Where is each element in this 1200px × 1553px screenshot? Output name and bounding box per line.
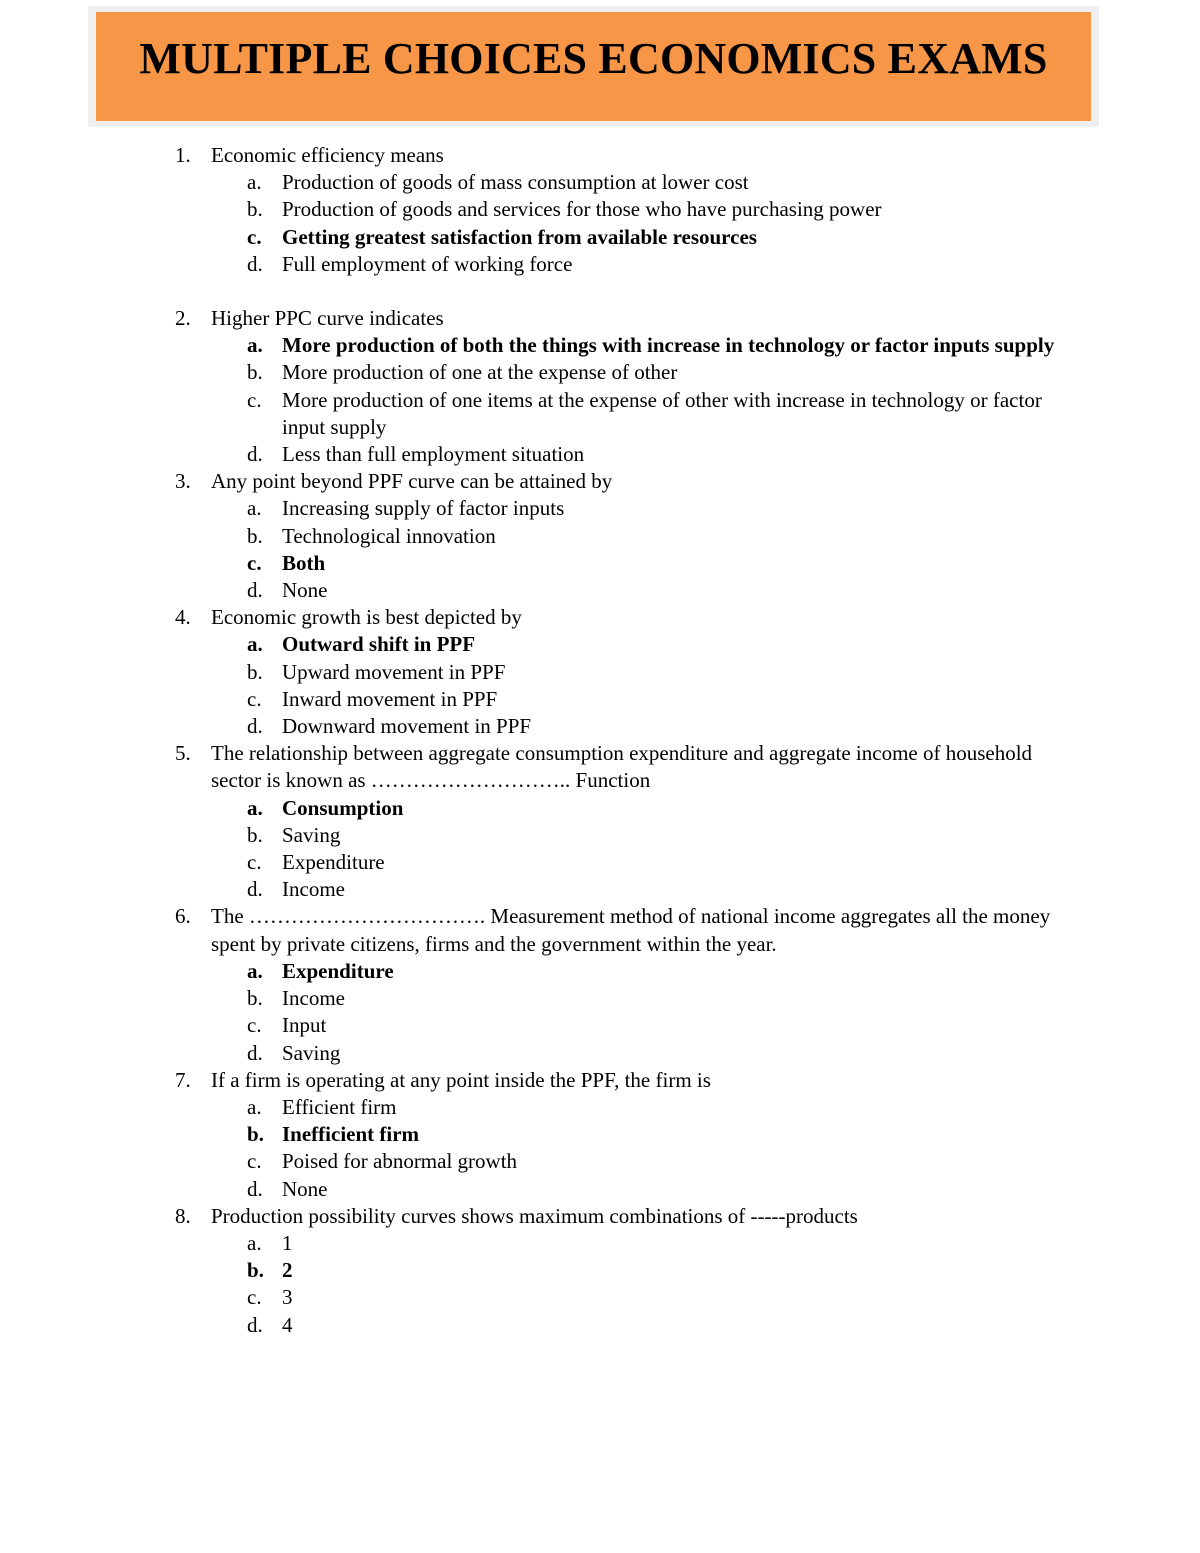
option-text: Downward movement in PPF: [282, 714, 532, 739]
option-letter: d.: [247, 1176, 263, 1201]
answer-options: [0, 495, 1200, 604]
option-letter: b.: [247, 659, 263, 684]
question-3: [0, 468, 1200, 604]
option-text: Inward movement in PPF: [282, 686, 498, 711]
option-text: Inefficient firm: [282, 1122, 420, 1147]
question-number: 6.: [175, 904, 191, 929]
question-text: The relationship between aggregate consumption expenditure and aggregate income of household sector is known as ……………………….. Function: [211, 741, 1033, 793]
option-letter: d.: [247, 877, 263, 902]
option-letter: c.: [247, 550, 262, 575]
question-text: Economic efficiency means: [211, 143, 444, 167]
option-text: Getting greatest satisfaction from available resources: [282, 224, 757, 249]
answer-option: [0, 713, 1200, 740]
title-box: [96, 12, 1091, 121]
option-text: Both: [282, 550, 326, 575]
option-text: Expenditure: [282, 850, 385, 875]
question-number: 1.: [175, 143, 191, 167]
option-text: Efficient firm: [282, 1094, 397, 1119]
answer-options: [0, 169, 1200, 278]
option-letter: d.: [247, 1312, 263, 1337]
option-letter: a.: [247, 496, 262, 521]
option-letter: b.: [247, 197, 263, 222]
page-title: MULTIPLE CHOICES ECONOMICS EXAMS: [139, 34, 1048, 83]
option-letter: a.: [247, 1094, 262, 1119]
option-text: 4: [282, 1312, 293, 1337]
option-letter: d.: [247, 1040, 263, 1065]
title-banner: [88, 6, 1099, 127]
question-text: The ……………………………. Measurement method of national income aggregates all the money spent by private citizens, firms and the government within the year.: [211, 904, 1051, 956]
answer-option: [0, 1040, 1200, 1067]
answer-option: [0, 1176, 1200, 1203]
option-text: Outward shift in PPF: [282, 632, 476, 657]
answer-option-correct: [0, 550, 1200, 577]
option-letter: b.: [247, 360, 263, 385]
option-text: More production of one items at the expense of other with increase in technology or factor input supply: [282, 387, 1042, 439]
answer-option: [0, 523, 1200, 550]
option-letter: b.: [247, 986, 263, 1011]
answer-option: [0, 1284, 1200, 1311]
answer-options: [0, 1230, 1200, 1339]
question-text: Economic growth is best depicted by: [211, 605, 522, 630]
answer-option: [0, 876, 1200, 903]
answer-option: [0, 577, 1200, 604]
option-text: 1: [282, 1230, 293, 1255]
option-text: Poised for abnormal growth: [282, 1149, 518, 1174]
option-letter: c.: [247, 1013, 262, 1038]
question-number: 4.: [175, 605, 191, 630]
question-5: [0, 740, 1200, 903]
option-text: Upward movement in PPF: [282, 659, 506, 684]
question-7: [0, 1067, 1200, 1203]
answer-option: [0, 1148, 1200, 1175]
answer-option: [0, 495, 1200, 522]
answer-option: [0, 251, 1200, 278]
answer-option: [0, 822, 1200, 849]
answer-options: [0, 958, 1200, 1067]
option-text: Income: [282, 877, 345, 902]
answer-option: [0, 387, 1200, 441]
option-text: 2: [282, 1258, 293, 1283]
option-letter: d.: [247, 251, 263, 276]
question-6: [0, 903, 1200, 1066]
option-letter: b.: [247, 1258, 264, 1283]
question-text: Higher PPC curve indicates: [211, 306, 444, 331]
option-text: Less than full employment situation: [282, 442, 585, 467]
option-text: Saving: [282, 1040, 341, 1065]
option-letter: c.: [247, 850, 262, 875]
answer-option: [0, 1312, 1200, 1339]
option-letter: d.: [247, 578, 263, 603]
question-list: [0, 142, 1200, 1339]
option-letter: a.: [247, 795, 263, 820]
option-text: None: [282, 578, 328, 603]
option-letter: c.: [247, 686, 262, 711]
option-text: Production of goods of mass consumption at lower cost: [282, 170, 749, 195]
option-text: Technological innovation: [282, 523, 496, 548]
option-letter: c.: [247, 387, 262, 412]
question-number: 5.: [175, 741, 191, 766]
answer-options: [0, 1094, 1200, 1203]
question-2: [0, 305, 1200, 468]
option-text: 3: [282, 1285, 293, 1310]
answer-option-correct: [0, 332, 1200, 359]
option-letter: b.: [247, 822, 263, 847]
question-number: 2.: [175, 306, 191, 331]
answer-options: [0, 795, 1200, 904]
option-letter: d.: [247, 714, 263, 739]
answer-option-correct: [0, 795, 1200, 822]
answer-option: [0, 1230, 1200, 1257]
option-text: Saving: [282, 822, 341, 847]
answer-option: [0, 359, 1200, 386]
answer-option-correct: [0, 631, 1200, 658]
answer-option: [0, 1094, 1200, 1121]
option-letter: a.: [247, 170, 262, 195]
option-text: Expenditure: [282, 958, 394, 983]
option-text: More production of both the things with increase in technology or factor inputs supply: [282, 333, 1055, 358]
option-text: None: [282, 1176, 328, 1201]
option-letter: a.: [247, 1230, 262, 1255]
option-letter: b.: [247, 1122, 264, 1147]
option-text: More production of one at the expense of other: [282, 360, 678, 385]
option-letter: b.: [247, 523, 263, 548]
answer-options: [0, 631, 1200, 740]
question-text: Production possibility curves shows maximum combinations of -----products: [211, 1203, 858, 1228]
answer-option: [0, 985, 1200, 1012]
answer-option-correct: [0, 224, 1200, 251]
answer-option: [0, 441, 1200, 468]
question-text: Any point beyond PPF curve can be attained by: [211, 469, 613, 494]
answer-option-correct: [0, 1257, 1200, 1284]
answer-option: [0, 1012, 1200, 1039]
question-number: 8.: [175, 1203, 191, 1228]
answer-option: [0, 169, 1200, 196]
option-text: Input: [282, 1013, 327, 1038]
answer-option-correct: [0, 958, 1200, 985]
question-text: If a firm is operating at any point inside the PPF, the firm is: [211, 1067, 711, 1092]
answer-option: [0, 849, 1200, 876]
option-letter: c.: [247, 1149, 262, 1174]
option-letter: c.: [247, 224, 262, 249]
question-4: [0, 604, 1200, 740]
option-text: Income: [282, 986, 345, 1011]
option-text: Production of goods and services for those who have purchasing power: [282, 197, 882, 222]
answer-option: [0, 659, 1200, 686]
question-1: [0, 142, 1200, 278]
option-letter: d.: [247, 442, 263, 467]
answer-option: [0, 196, 1200, 223]
option-letter: a.: [247, 632, 263, 657]
answer-option: [0, 686, 1200, 713]
question-number: 7.: [175, 1067, 191, 1092]
option-text: Increasing supply of factor inputs: [282, 496, 565, 521]
question-number: 3.: [175, 469, 191, 494]
answer-options: [0, 332, 1200, 468]
option-text: Consumption: [282, 795, 404, 820]
question-8: [0, 1203, 1200, 1339]
option-letter: a.: [247, 333, 263, 358]
answer-option-correct: [0, 1121, 1200, 1148]
option-letter: a.: [247, 958, 263, 983]
option-text: Full employment of working force: [282, 251, 573, 276]
option-letter: c.: [247, 1285, 262, 1310]
